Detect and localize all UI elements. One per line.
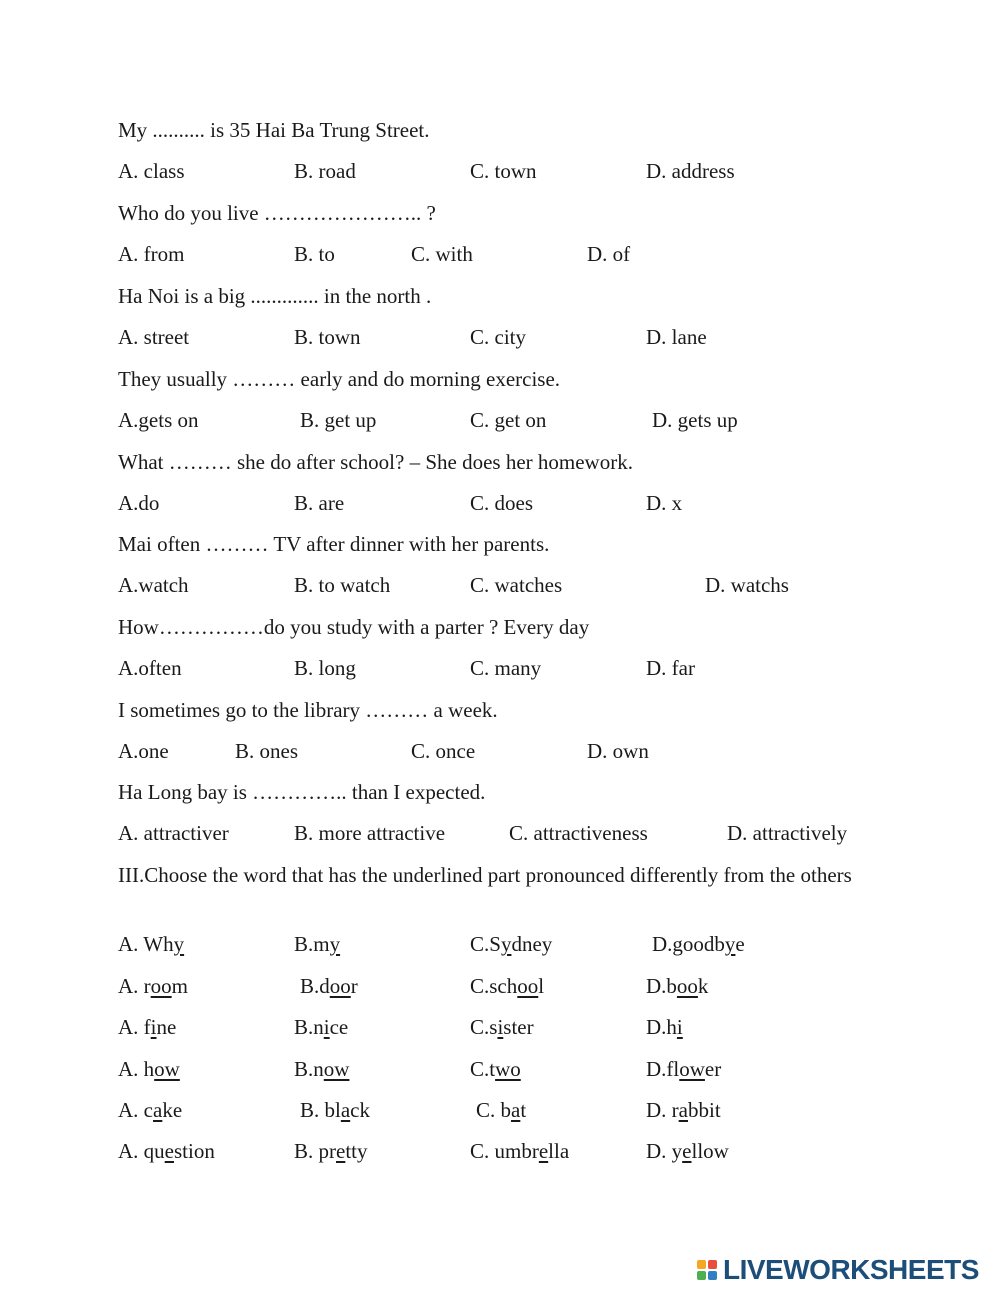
q7-option-c: C. many bbox=[470, 656, 542, 680]
q8-option-c: C. once bbox=[411, 739, 476, 763]
pron-3-d: D.hi bbox=[646, 1015, 683, 1039]
q5-option-b: B. are bbox=[294, 491, 345, 515]
q8-option-d: D. own bbox=[587, 739, 649, 763]
pron-3-c: C.sister bbox=[470, 1015, 534, 1039]
question-9-stem: Ha Long bay is ………….. than I expected. bbox=[118, 780, 486, 804]
pron-1-c: C.Sydney bbox=[470, 932, 553, 956]
q1-option-b: B. road bbox=[294, 159, 356, 183]
pron-1-a: A. Why bbox=[118, 932, 185, 956]
q2-option-c: C. with bbox=[411, 242, 473, 266]
q1-option-d: D. address bbox=[646, 159, 735, 183]
q9-option-c: C. attractiveness bbox=[509, 821, 648, 845]
q4-option-b: B. get up bbox=[300, 408, 377, 432]
question-8-stem: I sometimes go to the library ……… a week. bbox=[118, 698, 498, 722]
pron-4-d: D.flower bbox=[646, 1057, 722, 1081]
q7-option-a: A.often bbox=[118, 656, 182, 680]
pron-3-b: B.nice bbox=[294, 1015, 349, 1039]
liveworksheets-logo bbox=[697, 1255, 979, 1285]
q5-option-d: D. x bbox=[646, 491, 683, 515]
q5-option-c: C. does bbox=[470, 491, 533, 515]
pron-6-d: D. yellow bbox=[646, 1139, 729, 1163]
section-3-heading: III.Choose the word that has the underlined part pronounced differently from the others bbox=[118, 863, 852, 887]
q7-option-d: D. far bbox=[646, 656, 695, 680]
q6-option-b: B. to watch bbox=[294, 573, 391, 597]
q8-option-a: A.one bbox=[118, 739, 169, 763]
pron-5-b: B. black bbox=[300, 1098, 370, 1122]
pron-6-c: C. umbrella bbox=[470, 1139, 570, 1163]
q3-option-c: C. city bbox=[470, 325, 526, 349]
pron-5-c: C. bat bbox=[476, 1098, 527, 1122]
question-3-stem: Ha Noi is a big ............. in the north . bbox=[118, 284, 432, 308]
q5-option-a: A.do bbox=[118, 491, 160, 515]
pron-3-a: A. fine bbox=[118, 1015, 177, 1039]
q9-option-b: B. more attractive bbox=[294, 821, 446, 845]
pron-4-b: B.now bbox=[294, 1057, 350, 1081]
pron-4-a: A. how bbox=[118, 1057, 180, 1081]
q2-option-b: B. to bbox=[294, 242, 335, 266]
pron-2-a: A. room bbox=[118, 974, 189, 998]
logo-blocks-icon bbox=[697, 1260, 717, 1280]
logo-text: LIVEWORKSHEETS bbox=[723, 1254, 979, 1285]
q3-option-b: B. town bbox=[294, 325, 361, 349]
q3-option-a: A. street bbox=[118, 325, 190, 349]
pron-5-d: D. rabbit bbox=[646, 1098, 721, 1122]
q6-option-d: D. watchs bbox=[705, 573, 789, 597]
q4-option-c: C. get on bbox=[470, 408, 547, 432]
q4-option-a: A.gets on bbox=[118, 408, 199, 432]
q9-option-a: A. attractiver bbox=[118, 821, 229, 845]
q2-option-a: A. from bbox=[118, 242, 185, 266]
pron-6-a: A. question bbox=[118, 1139, 215, 1163]
q6-option-a: A.watch bbox=[118, 573, 189, 597]
q1-option-a: A. class bbox=[118, 159, 185, 183]
q3-option-d: D. lane bbox=[646, 325, 707, 349]
q7-option-b: B. long bbox=[294, 656, 356, 680]
question-5-stem: What ……… she do after school? – She does her homework. bbox=[118, 450, 633, 474]
q8-option-b: B. ones bbox=[235, 739, 298, 763]
pron-4-c: C.two bbox=[470, 1057, 521, 1081]
q4-option-d: D. gets up bbox=[652, 408, 738, 432]
pron-5-a: A. cake bbox=[118, 1098, 183, 1122]
question-1-stem: My .......... is 35 Hai Ba Trung Street. bbox=[118, 118, 430, 142]
pron-1-d: D.goodbye bbox=[652, 932, 745, 956]
question-2-stem: Who do you live ………………….. ? bbox=[118, 201, 436, 225]
question-4-stem: They usually ……… early and do morning exercise. bbox=[118, 367, 561, 391]
question-6-stem: Mai often ……… TV after dinner with her parents. bbox=[118, 532, 550, 556]
q9-option-d: D. attractively bbox=[727, 821, 848, 845]
q1-option-c: C. town bbox=[470, 159, 537, 183]
pron-6-b: B. pretty bbox=[294, 1139, 368, 1163]
q2-option-d: D. of bbox=[587, 242, 631, 266]
pron-1-b: B.my bbox=[294, 932, 341, 956]
pron-2-b: B.door bbox=[300, 974, 358, 998]
pron-2-c: C.school bbox=[470, 974, 545, 998]
q6-option-c: C. watches bbox=[470, 573, 563, 597]
question-7-stem: How……………do you study with a parter ? Every day bbox=[118, 615, 590, 639]
pron-2-d: D.book bbox=[646, 974, 709, 998]
